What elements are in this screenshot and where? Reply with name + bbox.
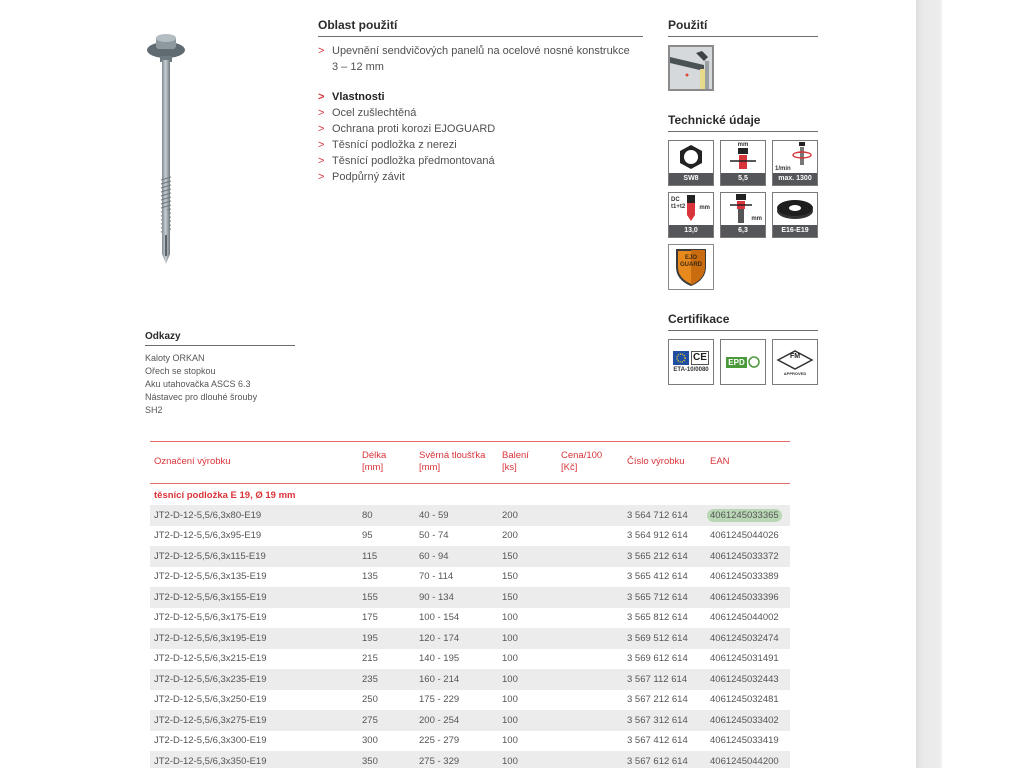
table-row[interactable]: [150, 649, 790, 670]
cell-name: JT2-D-12-5,5/6,3x250-E19: [150, 690, 358, 711]
cell-length: 80: [358, 505, 415, 526]
page-edge-scroll-area: [916, 0, 942, 768]
table-row[interactable]: [150, 690, 790, 711]
cell-pack: 100: [498, 690, 557, 711]
properties-title: > Vlastnosti: [318, 91, 385, 103]
cell-pack: 200: [498, 526, 557, 547]
cell-article: 3 564 912 614: [623, 526, 706, 547]
cell-clamp: 60 - 94: [415, 546, 498, 567]
cell-name: JT2-D-12-5,5/6,3x95-E19: [150, 526, 358, 547]
cell-clamp: 100 - 154: [415, 608, 498, 629]
cell-clamp: 160 - 214: [415, 669, 498, 690]
cell-length: 155: [358, 587, 415, 608]
cell-length: 195: [358, 628, 415, 649]
cell-ean: 4061245033372: [706, 546, 790, 567]
cell-ean: 4061245032474: [706, 628, 790, 649]
cell-name: JT2-D-12-5,5/6,3x215-E19: [150, 649, 358, 670]
cell-length: 275: [358, 710, 415, 731]
cell-ean: [706, 505, 790, 526]
cell-ean: 4061245033389: [706, 567, 790, 588]
cell-length: 350: [358, 751, 415, 768]
ejoguard-shield-icon: EJO GUARD: [668, 244, 714, 290]
highlighted-ean[interactable]: 4061245033365: [707, 509, 782, 522]
cell-length: 300: [358, 731, 415, 752]
table-group-row: [150, 484, 790, 506]
table-header-row: [150, 442, 790, 484]
list-item: > Těsnící podložka z nerezi: [318, 139, 457, 151]
cell-name: JT2-D-12-5,5/6,3x300-E19: [150, 731, 358, 752]
cell-pack: 100: [498, 669, 557, 690]
cell-article: 3 565 812 614: [623, 608, 706, 629]
header-price: Cena/100 [Kč]: [561, 450, 603, 473]
fm-approved-icon: FM APPROVED: [772, 339, 818, 385]
technical-icon-grid: [668, 140, 818, 290]
sandwich-panel-fastening-icon: [668, 45, 714, 91]
cell-clamp: 40 - 59: [415, 505, 498, 526]
table-row[interactable]: [150, 546, 790, 567]
epd-icon: EPD: [720, 339, 766, 385]
cell-article: 3 565 412 614: [623, 567, 706, 588]
cell-pack: 200: [498, 505, 557, 526]
application-title: Oblast použití: [318, 18, 643, 37]
cell-length: 250: [358, 690, 415, 711]
header-article: Číslo výrobku: [627, 456, 685, 467]
cell-length: 95: [358, 526, 415, 547]
cell-price: [557, 546, 623, 567]
drilling-capacity-icon: DC t1+t2 mm 13,0: [668, 192, 714, 238]
cell-length: 115: [358, 546, 415, 567]
group-label: těsnící podložka E 19, Ø 19 mm: [154, 490, 296, 501]
cell-ean: 4061245031491: [706, 649, 790, 670]
table-row[interactable]: [150, 710, 790, 731]
cell-pack: 100: [498, 731, 557, 752]
cell-name: JT2-D-12-5,5/6,3x80-E19: [150, 505, 358, 526]
cell-name: JT2-D-12-5,5/6,3x115-E19: [150, 546, 358, 567]
cell-ean: 4061245033419: [706, 731, 790, 752]
bullet-arrow-icon: >: [318, 123, 325, 135]
cell-price: [557, 608, 623, 629]
references-section: [145, 331, 295, 417]
table-row[interactable]: [150, 731, 790, 752]
eu-ce-icon: CE ETA-10/0080: [668, 339, 714, 385]
certification-list: [668, 339, 818, 385]
bullet-arrow-icon: >: [318, 139, 325, 151]
table-row[interactable]: [150, 526, 790, 547]
cell-name: JT2-D-12-5,5/6,3x155-E19: [150, 587, 358, 608]
cell-pack: 100: [498, 608, 557, 629]
bullet-arrow-icon: >: [318, 45, 325, 57]
cell-pack: 100: [498, 628, 557, 649]
cell-article: 3 567 112 614: [623, 669, 706, 690]
specs-column: [668, 18, 818, 385]
cell-clamp: 140 - 195: [415, 649, 498, 670]
rotation-speed-icon: 1/min max. 1300: [772, 140, 818, 186]
cell-ean: 4061245044026: [706, 526, 790, 547]
cell-pack: 150: [498, 587, 557, 608]
product-table: [150, 441, 790, 768]
cell-price: [557, 649, 623, 670]
list-item: > Ochrana proti korozi EJOGUARD: [318, 123, 496, 135]
cell-pack: 100: [498, 649, 557, 670]
cell-article: 3 567 312 614: [623, 710, 706, 731]
cell-ean: 4061245033402: [706, 710, 790, 731]
usage-title: Použití: [668, 18, 818, 37]
thread-diameter-icon: mm 5,5: [720, 140, 766, 186]
cell-article: 3 569 612 614: [623, 649, 706, 670]
cell-pack: 100: [498, 710, 557, 731]
cell-pack: 100: [498, 751, 557, 768]
header-length: Délka [mm]: [362, 450, 387, 473]
reference-link[interactable]: Kaloty ORKAN: [145, 353, 205, 363]
cell-article: 3 565 212 614: [623, 546, 706, 567]
reference-link[interactable]: Ořech se stopkou: [145, 366, 216, 376]
references-list: [145, 352, 295, 417]
cell-ean: 4061245033396: [706, 587, 790, 608]
table-row[interactable]: [150, 669, 790, 690]
cell-name: JT2-D-12-5,5/6,3x135-E19: [150, 567, 358, 588]
cell-pack: 150: [498, 567, 557, 588]
cell-clamp: 175 - 229: [415, 690, 498, 711]
bullet-arrow-icon: >: [318, 107, 325, 119]
list-item: > Těsnící podložka předmontovaná: [318, 155, 495, 167]
header-clamp: Svěrná tloušťka [mm]: [419, 450, 486, 473]
cell-article: 3 565 712 614: [623, 587, 706, 608]
header-pack: Balení [ks]: [502, 450, 529, 473]
cell-length: 215: [358, 649, 415, 670]
cell-price: [557, 669, 623, 690]
cell-article: 3 564 712 614: [623, 505, 706, 526]
cell-price: [557, 690, 623, 711]
cell-price: [557, 710, 623, 731]
cell-length: 235: [358, 669, 415, 690]
support-thread-diameter-icon: mm 6,3: [720, 192, 766, 238]
cell-price: [557, 526, 623, 547]
cell-price: [557, 587, 623, 608]
cell-clamp: 90 - 134: [415, 587, 498, 608]
cell-name: JT2-D-12-5,5/6,3x275-E19: [150, 710, 358, 731]
properties-list: [318, 89, 643, 185]
table-row[interactable]: [150, 567, 790, 588]
bullet-arrow-icon: >: [318, 171, 325, 183]
cell-article: 3 569 512 614: [623, 628, 706, 649]
reference-link[interactable]: SH2: [145, 405, 163, 415]
list-item: > Podpůrný závit: [318, 171, 405, 183]
cell-clamp: 120 - 174: [415, 628, 498, 649]
reference-link[interactable]: Nástavec pro dlouhé šrouby: [145, 392, 258, 402]
table-row[interactable]: [150, 587, 790, 608]
cell-name: JT2-D-12-5,5/6,3x195-E19: [150, 628, 358, 649]
cell-price: [557, 751, 623, 768]
cell-article: 3 567 212 614: [623, 690, 706, 711]
cell-clamp: 275 - 329: [415, 751, 498, 768]
header-ean: EAN: [710, 456, 730, 467]
product-screw-image: [140, 30, 190, 270]
cell-article: 3 567 612 614: [623, 751, 706, 768]
cell-price: [557, 505, 623, 526]
application-section: [318, 18, 643, 185]
cell-clamp: 225 - 279: [415, 731, 498, 752]
cell-article: 3 567 412 614: [623, 731, 706, 752]
cell-name: JT2-D-12-5,5/6,3x175-E19: [150, 608, 358, 629]
cell-ean: 4061245044200: [706, 751, 790, 768]
cell-length: 135: [358, 567, 415, 588]
table-row[interactable]: [150, 505, 790, 526]
bullet-arrow-icon: >: [318, 155, 325, 167]
cell-pack: 150: [498, 546, 557, 567]
table-row[interactable]: [150, 628, 790, 649]
cell-clamp: 200 - 254: [415, 710, 498, 731]
table-row[interactable]: [150, 751, 790, 768]
cell-ean: 4061245032481: [706, 690, 790, 711]
table-row[interactable]: [150, 608, 790, 629]
header-name: Označení výrobku: [154, 456, 231, 467]
cell-ean: 4061245044002: [706, 608, 790, 629]
cell-price: [557, 628, 623, 649]
cell-price: [557, 567, 623, 588]
cell-ean: 4061245032443: [706, 669, 790, 690]
list-item: > Ocel zušlechtěná: [318, 107, 417, 119]
cell-length: 175: [358, 608, 415, 629]
hex-drive-icon: SW8: [668, 140, 714, 186]
technical-title: Technické údaje: [668, 113, 818, 132]
bullet-arrow-icon: >: [318, 91, 325, 103]
reference-link[interactable]: Aku utahovačka ASCS 6.3: [145, 379, 251, 389]
cell-name: JT2-D-12-5,5/6,3x235-E19: [150, 669, 358, 690]
cell-clamp: 70 - 114: [415, 567, 498, 588]
cell-price: [557, 731, 623, 752]
application-list: [318, 43, 643, 75]
sealing-washer-icon: E16-E19: [772, 192, 818, 238]
certification-title: Certifikace: [668, 312, 818, 331]
list-item: > Upevnění sendvičových panelů na ocelové nosné konstrukce 3 – 12 mm: [318, 45, 630, 73]
references-title: Odkazy: [145, 331, 295, 346]
cell-name: JT2-D-12-5,5/6,3x350-E19: [150, 751, 358, 768]
cell-clamp: 50 - 74: [415, 526, 498, 547]
